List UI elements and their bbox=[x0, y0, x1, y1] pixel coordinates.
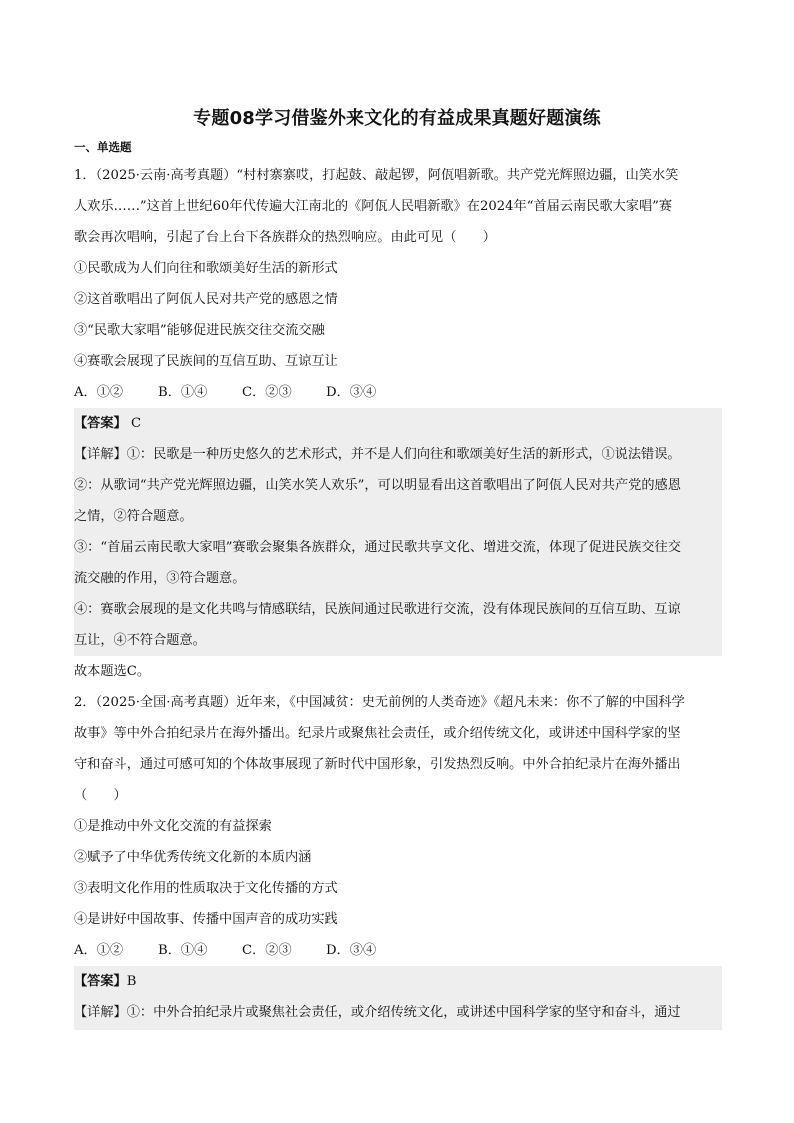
question-2-line: 守和奋斗，通过可感可知的个体故事展现了新时代中国形象，引发热烈反响。中外合拍纪录片在海外播出 bbox=[74, 757, 681, 772]
question-1-explanation: 【详解】①：民歌是一种历史悠久的艺术形式，并不是人们向往和歌颂美好生活的新形式，①说法错误。 bbox=[74, 447, 681, 462]
question-2-choice: ③表明文化作用的性质取决于文化传播的方式 bbox=[74, 881, 338, 896]
answer-label: 【答案】 bbox=[74, 974, 127, 989]
option-b: B．①④ bbox=[158, 943, 208, 958]
answer-value: B bbox=[126, 974, 137, 989]
question-1-choice: ②这首歌唱出了阿佤人民对共产党的感恩之情 bbox=[74, 292, 338, 307]
question-2-line: 2．（2025·全国·高考真题）近年来，《中国减贫：史无前例的人类奇迹》《超凡未来：你不了解的中国科学 bbox=[74, 695, 685, 710]
question-2-choice: ①是推动中外文化交流的有益探索 bbox=[74, 819, 272, 834]
option-a: A．①② bbox=[74, 385, 124, 400]
question-1-line: 歌会再次唱响，引起了台上台下各族群众的热烈响应。由此可见（ ） bbox=[74, 230, 496, 245]
page-title: 专题08学习借鉴外来文化的有益成果真题好题演练 bbox=[193, 108, 601, 129]
question-1-conclusion: 故本题选C。 bbox=[74, 664, 151, 679]
option-d: D．③④ bbox=[326, 943, 377, 958]
question-2-line: （ ） bbox=[74, 788, 127, 803]
section-heading: 一、单选题 bbox=[74, 140, 132, 154]
question-1-line: 人欢乐……”这首上世纪60年代传遍大江南北的《阿佤人民唱新歌》在2024年“首届云南民歌大家唱”赛 bbox=[74, 199, 673, 214]
question-1-explanation: ③：“首届云南民歌大家唱”赛歌会聚集各族群众，通过民歌共享文化、增进交流，体现了促进民族交往交 bbox=[74, 540, 681, 555]
option-c: C．②③ bbox=[242, 385, 292, 400]
option-d: D．③④ bbox=[326, 385, 377, 400]
question-2-answer bbox=[74, 966, 722, 997]
question-1-line: 1．（2025·云南·高考真题）“村村寨寨哎，打起鼓、敲起锣，阿佤唱新歌。共产党光辉照边疆，山笑水笑 bbox=[74, 168, 679, 183]
option-a: A．①② bbox=[74, 943, 124, 958]
question-1-explanation: 互让，④不符合题意。 bbox=[74, 633, 206, 648]
answer-value: C bbox=[130, 416, 142, 431]
question-2-options bbox=[74, 935, 722, 966]
question-2-line: 故事》等中外合拍纪录片在海外播出。纪录片或聚焦社会责任，或介绍传统文化，或讲述中国科学家的坚 bbox=[74, 726, 681, 741]
question-1-explanation: 流交融的作用，③符合题意。 bbox=[74, 571, 246, 586]
question-1-options bbox=[74, 377, 722, 408]
option-c: C．②③ bbox=[242, 943, 292, 958]
question-1-explanation: 之情，②符合题意。 bbox=[74, 509, 193, 524]
question-1-choice: ①民歌成为人们向往和歌颂美好生活的新形式 bbox=[74, 261, 338, 276]
question-2-choice: ④是讲好中国故事、传播中国声音的成功实践 bbox=[74, 912, 338, 927]
question-1-answer bbox=[74, 408, 722, 439]
question-1-explanation: ④：赛歌会展现的是文化共鸣与情感联结，民族间通过民歌进行交流，没有体现民族间的互信互助、互谅 bbox=[74, 602, 681, 617]
question-2-choice: ②赋予了中华优秀传统文化新的本质内涵 bbox=[74, 850, 312, 865]
question-1-choice: ④赛歌会展现了民族间的互信互助、互谅互让 bbox=[74, 354, 338, 369]
question-1-explanation: ②：从歌词“共产党光辉照边疆，山笑水笑人欢乐”，可以明显看出这首歌唱出了阿佤人民对共产党的感恩 bbox=[74, 478, 681, 493]
question-2-explanation: 【详解】①：中外合拍纪录片或聚焦社会责任，或介绍传统文化，或讲述中国科学家的坚守和奋斗，通过 bbox=[74, 1005, 681, 1020]
question-1-choice: ③“民歌大家唱”能够促进民族交往交流交融 bbox=[74, 323, 325, 338]
answer-label: 【答案】 bbox=[74, 416, 127, 431]
option-b: B．①④ bbox=[158, 385, 208, 400]
